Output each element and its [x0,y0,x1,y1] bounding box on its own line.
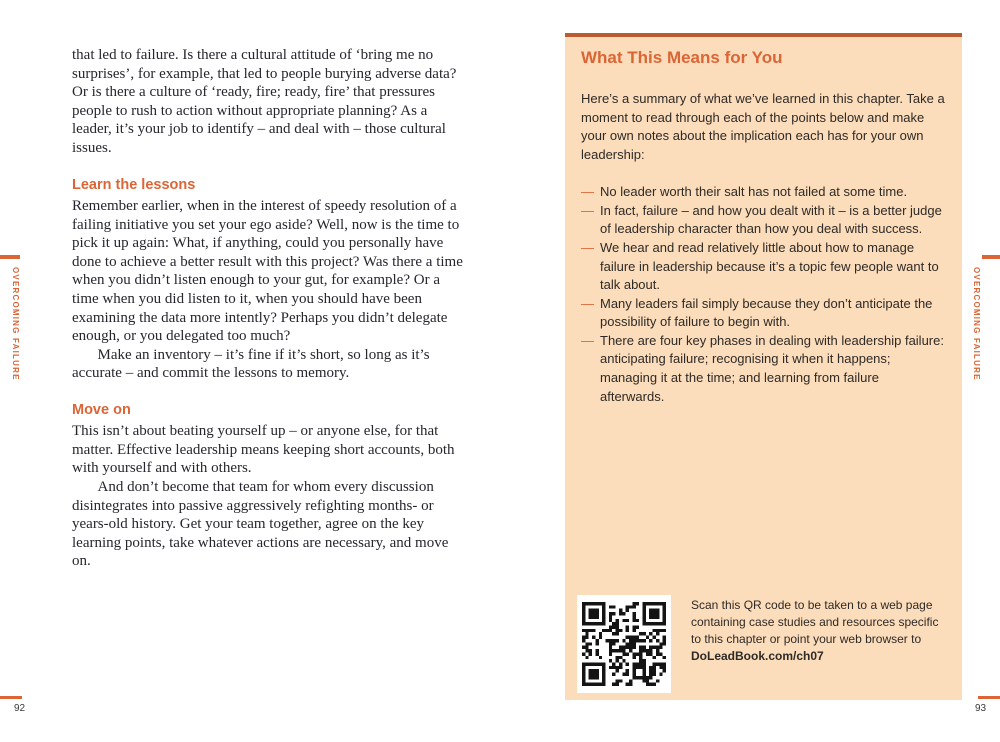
right-sidebar-rule [982,255,1000,259]
bullet-dash-icon: — [581,202,594,218]
bullet-dash-icon: — [581,332,594,348]
qr-code [577,595,671,693]
section-heading-learn-the-lessons: Learn the lessons [72,176,196,193]
right-folio-rule [978,696,1000,699]
bullet-text: We hear and read relatively little about how to manage failure in leadership because it’s a topic few people want to talk about. [600,239,939,293]
qr-row [577,595,950,693]
body-paragraph: This isn’t about beating yourself up – or anyone else, for that matter. Effective leadership means keeping short accounts, both with yourself and with others. [72,423,455,477]
right-chapter-label: OVERCOMING FAILURE [972,267,981,381]
left-chapter-label: OVERCOMING FAILURE [11,267,20,381]
qr-code-svg [582,602,666,686]
summary-bullet-item [581,239,946,295]
left-page-number: 92 [14,703,26,714]
bullet-text: There are four key phases in dealing with leadership failure: anticipating failure; recognising it when it happens; managing it at the time; and learning from failure afterwards. [600,332,944,404]
qr-caption [691,595,950,665]
summary-box-title: What This Means for You [581,48,783,67]
summary-bullet-item [581,183,946,202]
summary-bullet-list [581,183,946,406]
summary-bullet-item [581,202,946,239]
bullet-dash-icon: — [581,239,594,255]
section-heading-move-on: Move on [72,401,131,418]
body-paragraph: that led to failure. Is there a cultural attitude of ‘bring me no surprises’, for example, that led to people burying adverse data? Or is there a culture of ‘ready, fire; ready, fire’ that pressures people to rush to action without appropriate planning? As a leader, it’s your job to identify – and deal with – those cultural issues. [72,47,457,156]
body-paragraph: Make an inventory – it’s fine if it’s short, so long as it’s accurate – and commit the lessons to memory. [72,346,430,382]
body-paragraph: Remember earlier, when in the interest of speedy resolution of a failing initiative you set your ego aside? Well, now is the time to pick it up again: What, if anything, could you personally have done to achieve a better result with this project? Was there a time when you didn’t listen enough to your gut, for example? Or a time when you did listen to it, when you should have been examining the data more intently? Perhaps you didn’t delegate enough, or you delegated too much? [72,197,463,345]
bullet-text: In fact, failure – and how you dealt with it – is a better judge of leadership character than how you deal with success. [600,202,942,237]
bullet-dash-icon: — [581,295,594,311]
left-sidebar-rule [0,255,20,259]
body-paragraph: And don’t become that team for whom every discussion disintegrates into passive aggressively refighting months- or years-old history. Get your team together, agree on the key learning points, take whatever actions are necessary, and move on. [72,479,449,570]
bullet-text: Many leaders fail simply because they don’t anticipate the possibility of failure to begin with. [600,295,933,330]
bullet-dash-icon: — [581,184,594,200]
summary-box [565,33,962,700]
qr-link-text: DoLeadBook.com/ch07 [691,649,824,664]
bullet-text: No leader worth their salt has not failed at some time. [600,184,908,200]
summary-box-intro: Here’s a summary of what we’ve learned in this chapter. Take a moment to read through each of the points below and make your own notes about the implication each has for your own leadership: [581,91,945,162]
left-folio-rule [0,696,22,699]
summary-bullet-item [581,295,946,332]
summary-box-top-rule [565,33,962,37]
left-page-text-column [72,46,465,571]
qr-caption-text: Scan this QR code to be taken to a web page containing case studies and resources specific to this chapter or point your web browser to [691,598,939,647]
right-page-number: 93 [975,703,987,714]
summary-bullet-item [581,332,946,406]
